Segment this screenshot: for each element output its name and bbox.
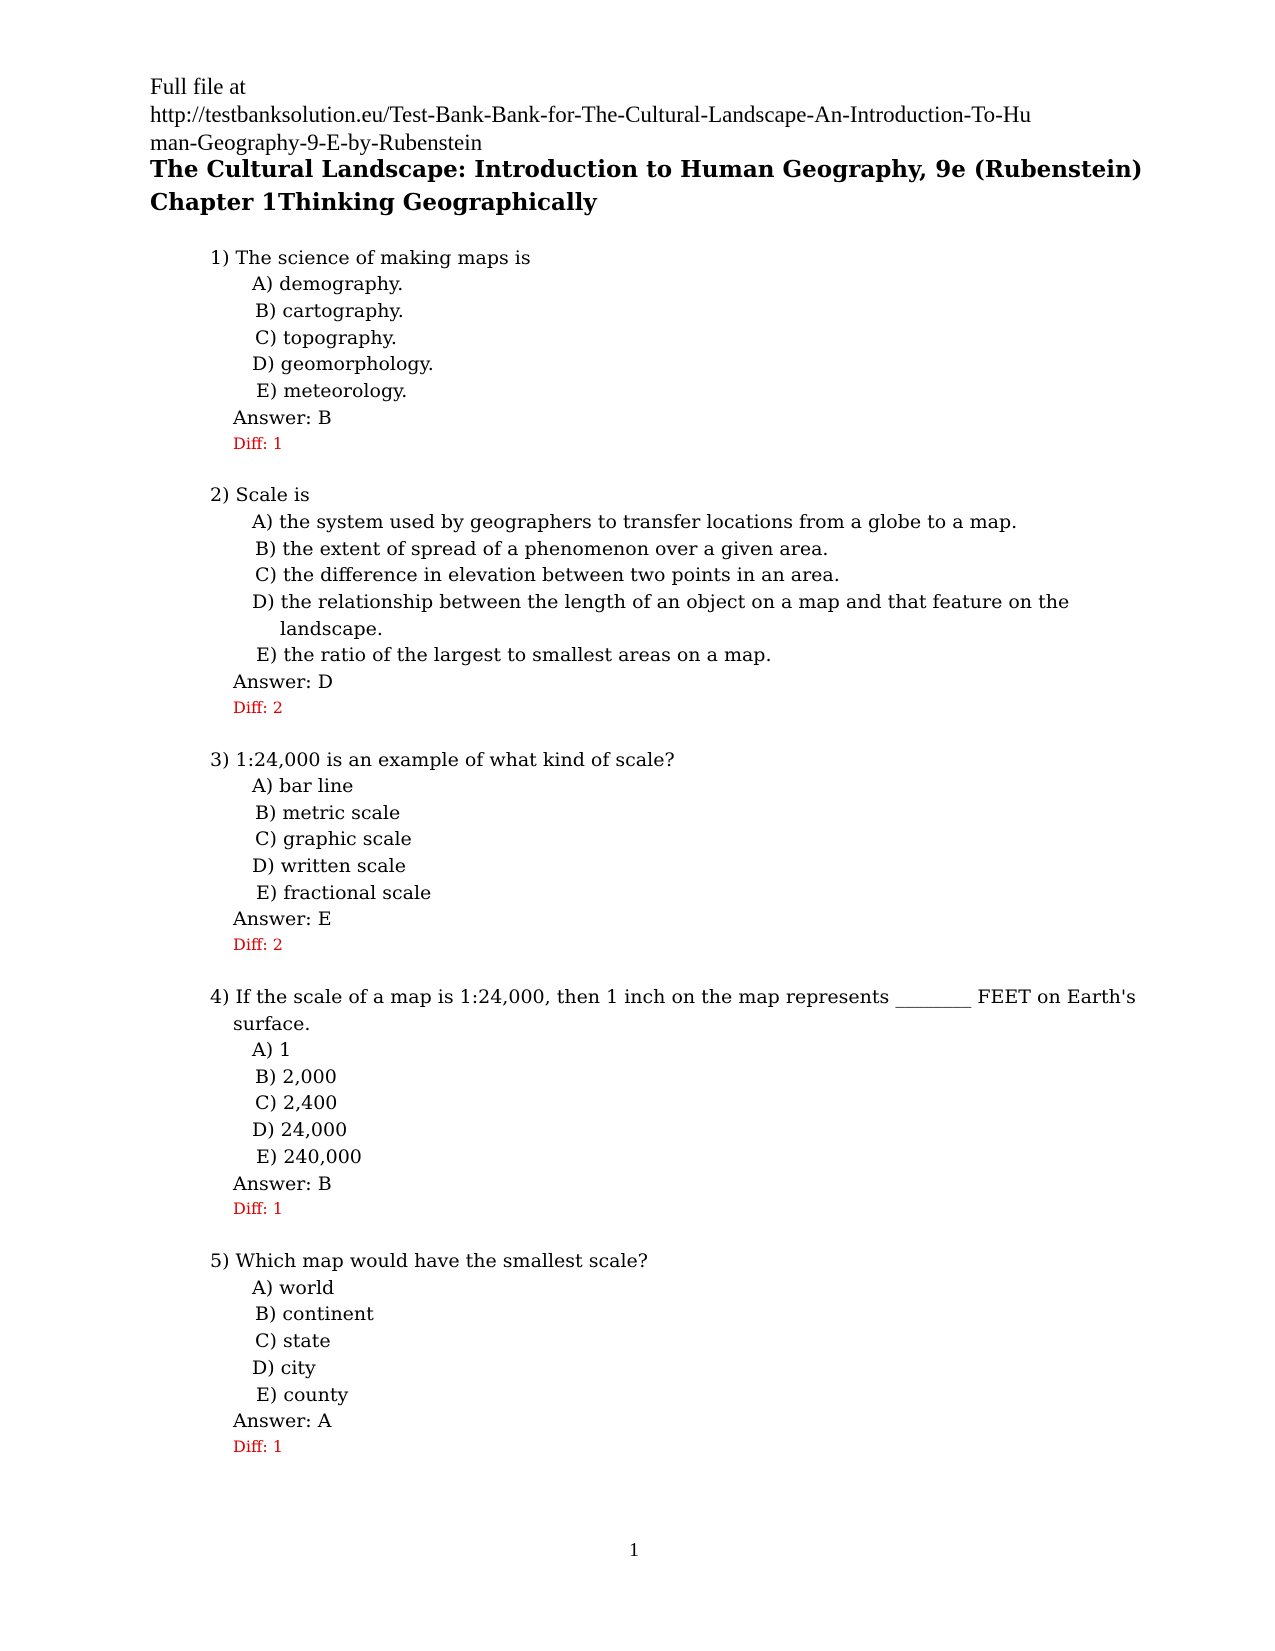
question-4-option-c: C) 2,400 — [255, 1092, 338, 1114]
question-1-option-d: D) geomorphology. — [252, 353, 434, 375]
question-2-difficulty: Diff: 2 — [233, 698, 283, 717]
question-2-option-e: E) the ratio of the largest to smallest areas on a map. — [256, 644, 772, 666]
question-5-option-d: D) city — [252, 1357, 316, 1379]
question-2-option-d: D) the relationship between the length of an object on a map and that feature on the — [252, 591, 1070, 613]
question-5-difficulty: Diff: 1 — [233, 1437, 283, 1456]
question-2-answer: Answer: D — [233, 671, 333, 693]
question-2-option-d-continued: landscape. — [280, 618, 383, 640]
question-3-stem: 3) 1:24,000 is an example of what kind of scale? — [210, 749, 675, 771]
source-url-line-2: man-Geography-9-E-by-Rubenstein — [150, 130, 483, 155]
chapter-heading — [150, 191, 597, 214]
chapter-title: Thinking Geographically — [278, 189, 597, 216]
question-5-answer: Answer: A — [233, 1410, 332, 1432]
question-3-option-c: C) graphic scale — [255, 828, 412, 850]
page-number: 1 — [629, 1539, 639, 1561]
chapter-number: Chapter 1 — [150, 189, 278, 216]
question-4-answer: Answer: B — [233, 1173, 332, 1195]
question-4-option-b: B) 2,000 — [255, 1066, 337, 1088]
question-4-stem: 4) If the scale of a map is 1:24,000, then 1 inch on the map represents ________ FEET on Earth's — [210, 986, 1136, 1008]
question-5-option-c: C) state — [255, 1330, 331, 1352]
question-3-option-b: B) metric scale — [255, 802, 401, 824]
question-1-option-c: C) topography. — [255, 327, 397, 349]
question-3-option-d: D) written scale — [252, 855, 406, 877]
question-4-difficulty: Diff: 1 — [233, 1199, 283, 1218]
question-1-option-e: E) meteorology. — [256, 380, 408, 402]
question-3-option-e: E) fractional scale — [256, 882, 432, 904]
question-1-option-b: B) cartography. — [255, 300, 404, 322]
question-5-option-e: E) county — [256, 1384, 349, 1406]
question-3-answer: Answer: E — [233, 908, 332, 930]
question-5-option-a: A) world — [252, 1277, 335, 1299]
question-5-option-b: B) continent — [255, 1303, 374, 1325]
source-label: Full file at — [150, 74, 246, 99]
question-3-option-a: A) bar line — [252, 775, 354, 797]
question-4-stem-continued: surface. — [233, 1013, 311, 1035]
question-4-option-a: A) 1 — [252, 1039, 292, 1061]
question-4-option-e: E) 240,000 — [256, 1146, 362, 1168]
question-1-difficulty: Diff: 1 — [233, 434, 283, 453]
question-1-stem: 1) The science of making maps is — [210, 247, 531, 269]
question-3-difficulty: Diff: 2 — [233, 935, 283, 954]
question-1-answer: Answer: B — [233, 407, 332, 429]
question-2-option-c: C) the difference in elevation between two points in an area. — [255, 564, 840, 586]
question-1-option-a: A) demography. — [252, 273, 404, 295]
question-4-option-d: D) 24,000 — [252, 1119, 348, 1141]
source-url-line-1: http://testbanksolution.eu/Test-Bank-Bank-for-The-Cultural-Landscape-An-Introduction-To-Hu — [150, 102, 1031, 127]
document-title: The Cultural Landscape: Introduction to Human Geography, 9e (Rubenstein) — [150, 156, 1143, 183]
question-5-stem: 5) Which map would have the smallest scale? — [210, 1250, 648, 1272]
question-2-option-a: A) the system used by geographers to transfer locations from a globe to a map. — [252, 511, 1018, 533]
question-2-stem: 2) Scale is — [210, 484, 310, 506]
question-2-option-b: B) the extent of spread of a phenomenon over a given area. — [255, 538, 829, 560]
